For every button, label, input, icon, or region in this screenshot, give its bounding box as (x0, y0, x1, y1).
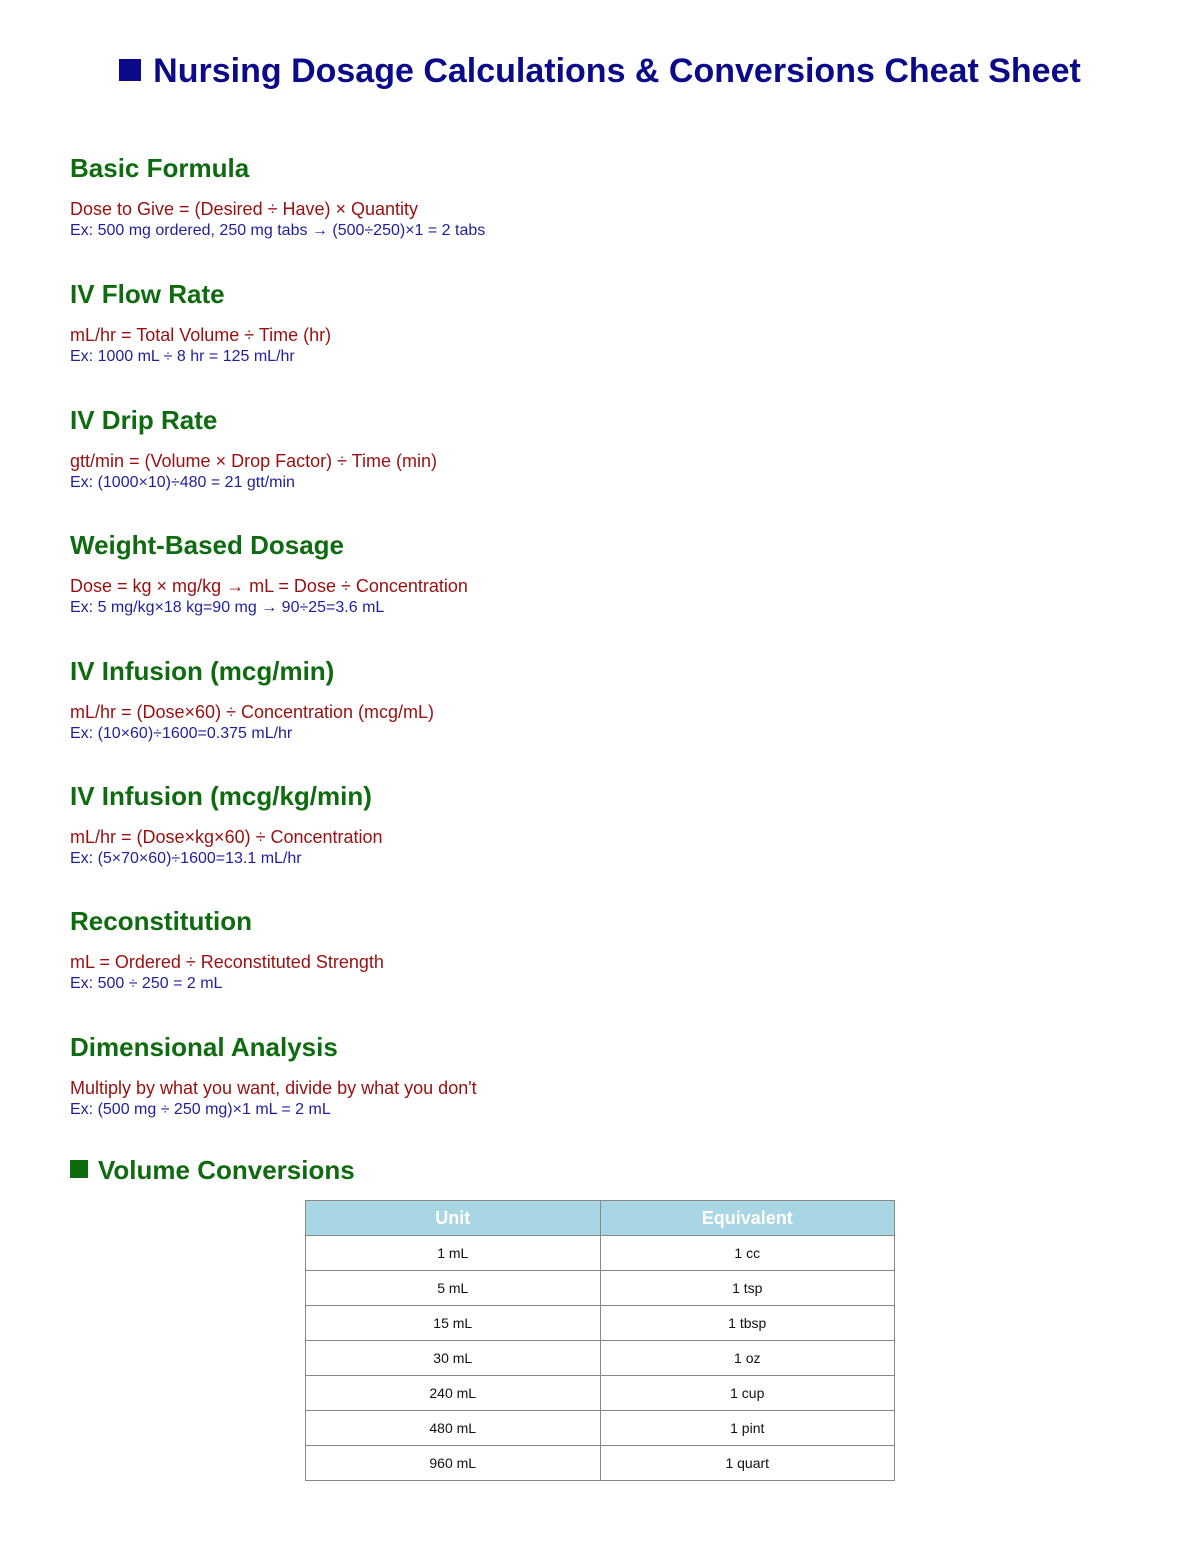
section-formula: gtt/min = (Volume × Drop Factor) ÷ Time (min) (70, 451, 437, 471)
section-formula: Dose = kg × mg/kg → mL = Dose ÷ Concentration (70, 576, 468, 596)
section-heading: IV Infusion (mcg/kg/min) (70, 781, 372, 811)
section-iv-infusion-mcg-kg-min (70, 780, 1130, 870)
table-row (306, 1446, 895, 1481)
unit-cell: 960 mL (306, 1446, 601, 1481)
column-header-unit: Unit (306, 1201, 601, 1236)
section-heading: Reconstitution (70, 906, 252, 936)
section-heading: Weight-Based Dosage (70, 530, 345, 560)
equivalent-cell: 1 cup (600, 1376, 895, 1411)
section-formula: Dose to Give = (Desired ÷ Have) × Quantity (70, 199, 419, 219)
equivalent-cell: 1 cc (600, 1236, 895, 1271)
section-heading: Dimensional Analysis (70, 1032, 338, 1062)
equivalent-cell: 1 tbsp (600, 1306, 895, 1341)
table-row (306, 1236, 895, 1271)
section-formula: mL/hr = (Dose×60) ÷ Concentration (mcg/mL) (70, 702, 435, 722)
table-row (306, 1376, 895, 1411)
section-example: Ex: 500 ÷ 250 = 2 mL (70, 975, 223, 992)
table-header-row (306, 1201, 895, 1236)
section-formula: mL/hr = Total Volume ÷ Time (hr) (70, 325, 332, 345)
volume-conversions-table (305, 1200, 895, 1481)
unit-cell: 480 mL (306, 1411, 601, 1446)
equivalent-cell: 1 quart (600, 1446, 895, 1481)
section-iv-flow-rate (70, 278, 1130, 368)
unit-cell: 15 mL (306, 1306, 601, 1341)
page-title (0, 52, 1200, 91)
section-heading: IV Drip Rate (70, 405, 218, 435)
unit-cell: 240 mL (306, 1376, 601, 1411)
section-basic-formula (70, 152, 1130, 242)
section-dimensional-analysis (70, 1031, 1130, 1121)
section-example: Ex: (1000×10)÷480 = 21 gtt/min (70, 474, 295, 491)
section-heading: Basic Formula (70, 153, 250, 183)
volume-heading-text: Volume Conversions (98, 1155, 355, 1185)
table-row (306, 1306, 895, 1341)
section-example: Ex: 500 mg ordered, 250 mg tabs → (500÷250)×1 = 2 tabs (70, 222, 486, 239)
volume-conversions-heading (70, 1154, 355, 1186)
square-bullet-icon (119, 59, 141, 81)
column-header-equivalent: Equivalent (600, 1201, 895, 1236)
section-example: Ex: 5 mg/kg×18 kg=90 mg → 90÷25=3.6 mL (70, 599, 385, 616)
section-example: Ex: (10×60)÷1600=0.375 mL/hr (70, 725, 293, 742)
section-weight-based-dosage (70, 529, 1130, 619)
equivalent-cell: 1 pint (600, 1411, 895, 1446)
equivalent-cell: 1 oz (600, 1341, 895, 1376)
section-reconstitution (70, 905, 1130, 995)
table-row (306, 1411, 895, 1446)
unit-cell: 1 mL (306, 1236, 601, 1271)
equivalent-cell: 1 tsp (600, 1271, 895, 1306)
section-formula: mL = Ordered ÷ Reconstituted Strength (70, 952, 384, 972)
section-iv-drip-rate (70, 404, 1130, 494)
section-formula: Multiply by what you want, divide by what you don't (70, 1078, 477, 1098)
square-bullet-icon (70, 1160, 88, 1178)
section-example: Ex: 1000 mL ÷ 8 hr = 125 mL/hr (70, 348, 295, 365)
section-iv-infusion-mcg-min (70, 655, 1130, 745)
section-heading: IV Infusion (mcg/min) (70, 656, 335, 686)
section-formula: mL/hr = (Dose×kg×60) ÷ Concentration (70, 827, 383, 847)
unit-cell: 30 mL (306, 1341, 601, 1376)
section-heading: IV Flow Rate (70, 279, 225, 309)
table-row (306, 1341, 895, 1376)
page-title-text: Nursing Dosage Calculations & Conversions Cheat Sheet (153, 52, 1081, 90)
section-example: Ex: (5×70×60)÷1600=13.1 mL/hr (70, 850, 302, 867)
section-example: Ex: (500 mg ÷ 250 mg)×1 mL = 2 mL (70, 1101, 331, 1118)
unit-cell: 5 mL (306, 1271, 601, 1306)
table-row (306, 1271, 895, 1306)
